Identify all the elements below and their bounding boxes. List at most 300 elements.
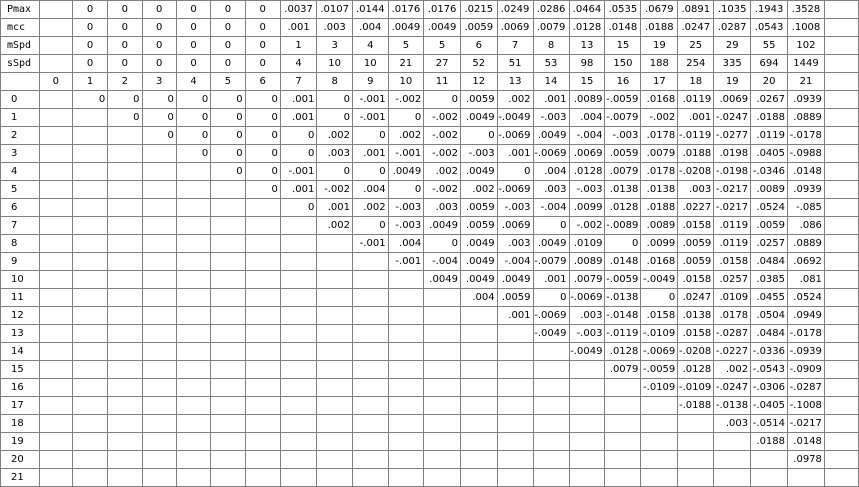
- data-cell[interactable]: .0148: [788, 163, 825, 181]
- data-cell[interactable]: -.0119: [678, 127, 714, 145]
- data-cell[interactable]: [317, 361, 353, 379]
- data-cell[interactable]: [39, 433, 72, 451]
- data-cell[interactable]: [39, 361, 72, 379]
- data-cell[interactable]: 0: [176, 127, 210, 145]
- data-cell[interactable]: [108, 379, 142, 397]
- data-cell[interactable]: 0: [142, 127, 176, 145]
- data-cell[interactable]: -.001: [352, 109, 388, 127]
- data-cell[interactable]: -.0277: [714, 127, 751, 145]
- data-cell[interactable]: -.0306: [751, 379, 788, 397]
- data-cell[interactable]: [39, 109, 72, 127]
- data-cell[interactable]: [460, 415, 497, 433]
- stats-value-cell[interactable]: 150: [605, 55, 641, 73]
- data-cell[interactable]: .0148: [788, 433, 825, 451]
- data-cell[interactable]: [211, 271, 245, 289]
- data-cell[interactable]: -.003: [533, 109, 569, 127]
- data-cell[interactable]: [245, 379, 280, 397]
- data-cell[interactable]: [497, 433, 533, 451]
- data-cell[interactable]: .0138: [605, 181, 641, 199]
- data-cell[interactable]: [497, 343, 533, 361]
- data-cell[interactable]: [39, 379, 72, 397]
- data-cell[interactable]: .0889: [788, 109, 825, 127]
- data-cell[interactable]: [533, 379, 569, 397]
- data-cell[interactable]: -.0069: [497, 181, 533, 199]
- data-cell[interactable]: -.0405: [751, 397, 788, 415]
- data-cell[interactable]: .0069: [497, 217, 533, 235]
- data-cell[interactable]: .0128: [678, 361, 714, 379]
- data-cell[interactable]: -.0336: [751, 343, 788, 361]
- data-cell[interactable]: .0049: [388, 163, 424, 181]
- data-cell[interactable]: -.0049: [569, 343, 605, 361]
- data-cell[interactable]: [605, 397, 641, 415]
- data-cell[interactable]: -.0109: [641, 379, 678, 397]
- data-cell[interactable]: [108, 307, 142, 325]
- data-cell[interactable]: 0: [176, 91, 210, 109]
- data-cell[interactable]: .0079: [641, 145, 678, 163]
- blank-cell[interactable]: [824, 91, 858, 109]
- data-cell[interactable]: [72, 397, 107, 415]
- data-cell[interactable]: 0: [245, 127, 280, 145]
- data-cell[interactable]: [317, 397, 353, 415]
- data-cell[interactable]: [460, 307, 497, 325]
- data-cell[interactable]: [39, 163, 72, 181]
- stats-value-cell[interactable]: .0049: [388, 19, 424, 37]
- data-cell[interactable]: 0: [280, 199, 317, 217]
- data-cell[interactable]: [72, 199, 107, 217]
- data-cell[interactable]: [72, 415, 107, 433]
- data-cell[interactable]: -.0208: [678, 163, 714, 181]
- data-cell[interactable]: [108, 433, 142, 451]
- stats-value-cell[interactable]: 0: [176, 1, 210, 19]
- data-cell[interactable]: [424, 415, 461, 433]
- data-cell[interactable]: [245, 343, 280, 361]
- data-cell[interactable]: .0889: [788, 235, 825, 253]
- corner-cell[interactable]: [1, 73, 40, 91]
- data-cell[interactable]: 0: [245, 91, 280, 109]
- data-cell[interactable]: .003: [569, 307, 605, 325]
- data-cell[interactable]: -.003: [605, 127, 641, 145]
- blank-cell[interactable]: [824, 379, 858, 397]
- data-cell[interactable]: .0069: [569, 145, 605, 163]
- data-cell[interactable]: .001: [352, 145, 388, 163]
- data-cell[interactable]: .0099: [641, 235, 678, 253]
- data-cell[interactable]: -.002: [424, 127, 461, 145]
- stats-value-cell[interactable]: .001: [280, 19, 317, 37]
- data-cell[interactable]: [424, 451, 461, 469]
- data-cell[interactable]: [176, 415, 210, 433]
- data-cell[interactable]: [108, 199, 142, 217]
- data-cell[interactable]: [497, 325, 533, 343]
- blank-cell[interactable]: [39, 37, 72, 55]
- data-cell[interactable]: .0168: [641, 91, 678, 109]
- data-cell[interactable]: [424, 307, 461, 325]
- data-cell[interactable]: [142, 217, 176, 235]
- data-cell[interactable]: .004: [388, 235, 424, 253]
- data-cell[interactable]: [72, 127, 107, 145]
- data-cell[interactable]: [142, 379, 176, 397]
- data-cell[interactable]: [72, 253, 107, 271]
- data-cell[interactable]: [388, 307, 424, 325]
- data-cell[interactable]: [108, 145, 142, 163]
- blank-cell[interactable]: [824, 433, 858, 451]
- data-cell[interactable]: [176, 361, 210, 379]
- data-cell[interactable]: .0109: [569, 235, 605, 253]
- data-cell[interactable]: .0049: [460, 163, 497, 181]
- data-cell[interactable]: [211, 307, 245, 325]
- blank-cell[interactable]: [824, 163, 858, 181]
- data-cell[interactable]: [714, 451, 751, 469]
- data-cell[interactable]: .0949: [788, 307, 825, 325]
- blank-cell[interactable]: [824, 343, 858, 361]
- data-cell[interactable]: [424, 397, 461, 415]
- data-cell[interactable]: [72, 361, 107, 379]
- data-cell[interactable]: [280, 433, 317, 451]
- data-cell[interactable]: [245, 199, 280, 217]
- stats-value-cell[interactable]: .1035: [714, 1, 751, 19]
- data-cell[interactable]: -.0543: [751, 361, 788, 379]
- data-cell[interactable]: [641, 451, 678, 469]
- data-cell[interactable]: [211, 379, 245, 397]
- data-cell[interactable]: 0: [388, 109, 424, 127]
- data-cell[interactable]: .0069: [714, 91, 751, 109]
- data-cell[interactable]: -.0049: [497, 109, 533, 127]
- data-cell[interactable]: 0: [641, 289, 678, 307]
- data-cell[interactable]: .0099: [569, 199, 605, 217]
- data-cell[interactable]: .0385: [751, 271, 788, 289]
- data-cell[interactable]: [142, 343, 176, 361]
- data-cell[interactable]: 0: [211, 91, 245, 109]
- data-cell[interactable]: .0079: [605, 361, 641, 379]
- data-cell[interactable]: [72, 433, 107, 451]
- data-cell[interactable]: 0: [176, 145, 210, 163]
- data-cell[interactable]: 0: [317, 91, 353, 109]
- data-cell[interactable]: -.0049: [641, 271, 678, 289]
- data-cell[interactable]: [280, 253, 317, 271]
- data-cell[interactable]: [317, 325, 353, 343]
- data-cell[interactable]: .0188: [751, 433, 788, 451]
- data-cell[interactable]: .0692: [788, 253, 825, 271]
- data-cell[interactable]: [211, 235, 245, 253]
- data-cell[interactable]: [788, 469, 825, 487]
- stats-value-cell[interactable]: 0: [211, 19, 245, 37]
- stats-value-cell[interactable]: .0037: [280, 1, 317, 19]
- data-cell[interactable]: .003: [533, 181, 569, 199]
- stats-value-cell[interactable]: 0: [245, 55, 280, 73]
- data-cell[interactable]: -.0069: [569, 289, 605, 307]
- data-cell[interactable]: .0188: [641, 199, 678, 217]
- data-cell[interactable]: -.0079: [533, 253, 569, 271]
- data-cell[interactable]: [533, 469, 569, 487]
- data-cell[interactable]: [39, 181, 72, 199]
- data-cell[interactable]: 0: [317, 163, 353, 181]
- data-cell[interactable]: [678, 433, 714, 451]
- stats-value-cell[interactable]: .004: [352, 19, 388, 37]
- data-cell[interactable]: [245, 307, 280, 325]
- data-cell[interactable]: .003: [497, 235, 533, 253]
- stats-value-cell[interactable]: 1: [280, 37, 317, 55]
- data-cell[interactable]: [176, 217, 210, 235]
- data-cell[interactable]: .004: [533, 163, 569, 181]
- data-cell[interactable]: [108, 271, 142, 289]
- blank-cell[interactable]: [824, 397, 858, 415]
- data-cell[interactable]: -.0909: [788, 361, 825, 379]
- data-cell[interactable]: [714, 469, 751, 487]
- data-cell[interactable]: .0227: [678, 199, 714, 217]
- data-cell[interactable]: .0178: [714, 307, 751, 325]
- data-cell[interactable]: .002: [388, 127, 424, 145]
- blank-cell[interactable]: [824, 451, 858, 469]
- data-cell[interactable]: [388, 433, 424, 451]
- data-cell[interactable]: .0059: [678, 253, 714, 271]
- data-cell[interactable]: [317, 271, 353, 289]
- data-cell[interactable]: [211, 253, 245, 271]
- data-cell[interactable]: -.0079: [605, 109, 641, 127]
- data-cell[interactable]: [641, 415, 678, 433]
- data-cell[interactable]: .0484: [751, 253, 788, 271]
- data-cell[interactable]: [211, 199, 245, 217]
- blank-cell[interactable]: [824, 73, 858, 91]
- data-cell[interactable]: [641, 469, 678, 487]
- data-cell[interactable]: -.0217: [714, 199, 751, 217]
- data-cell[interactable]: [569, 415, 605, 433]
- stats-value-cell[interactable]: 6: [460, 37, 497, 55]
- data-cell[interactable]: [388, 415, 424, 433]
- data-cell[interactable]: [39, 469, 72, 487]
- data-cell[interactable]: .0089: [569, 91, 605, 109]
- stats-value-cell[interactable]: .0286: [533, 1, 569, 19]
- data-cell[interactable]: -.004: [569, 127, 605, 145]
- stats-value-cell[interactable]: 52: [460, 55, 497, 73]
- data-cell[interactable]: [352, 415, 388, 433]
- data-cell[interactable]: [388, 469, 424, 487]
- data-cell[interactable]: [39, 127, 72, 145]
- data-cell[interactable]: [142, 433, 176, 451]
- data-cell[interactable]: [280, 289, 317, 307]
- data-cell[interactable]: -.0227: [714, 343, 751, 361]
- data-cell[interactable]: -.1008: [788, 397, 825, 415]
- stats-value-cell[interactable]: 0: [245, 19, 280, 37]
- data-cell[interactable]: [352, 289, 388, 307]
- data-cell[interactable]: [317, 469, 353, 487]
- data-cell[interactable]: [317, 253, 353, 271]
- data-cell[interactable]: -.0069: [497, 127, 533, 145]
- data-cell[interactable]: [72, 451, 107, 469]
- data-cell[interactable]: [280, 217, 317, 235]
- data-cell[interactable]: [280, 325, 317, 343]
- data-cell[interactable]: .0188: [751, 109, 788, 127]
- data-cell[interactable]: [317, 307, 353, 325]
- blank-cell[interactable]: [824, 145, 858, 163]
- data-cell[interactable]: [176, 235, 210, 253]
- data-cell[interactable]: [72, 289, 107, 307]
- data-cell[interactable]: -.0217: [788, 415, 825, 433]
- data-cell[interactable]: -.002: [424, 181, 461, 199]
- data-cell[interactable]: .0257: [714, 271, 751, 289]
- data-cell[interactable]: 0: [108, 109, 142, 127]
- stats-value-cell[interactable]: 0: [142, 19, 176, 37]
- data-cell[interactable]: [142, 289, 176, 307]
- data-cell[interactable]: [211, 469, 245, 487]
- data-cell[interactable]: [641, 397, 678, 415]
- data-cell[interactable]: 0: [245, 181, 280, 199]
- data-cell[interactable]: 0: [245, 109, 280, 127]
- data-cell[interactable]: 0: [211, 109, 245, 127]
- data-cell[interactable]: [424, 325, 461, 343]
- stats-value-cell[interactable]: 8: [533, 37, 569, 55]
- data-cell[interactable]: [352, 397, 388, 415]
- data-cell[interactable]: [108, 289, 142, 307]
- data-cell[interactable]: [388, 289, 424, 307]
- data-cell[interactable]: [108, 325, 142, 343]
- data-cell[interactable]: [280, 307, 317, 325]
- data-cell[interactable]: .0059: [460, 199, 497, 217]
- data-cell[interactable]: .0049: [460, 271, 497, 289]
- data-cell[interactable]: -.0346: [751, 163, 788, 181]
- data-cell[interactable]: -.0138: [605, 289, 641, 307]
- data-cell[interactable]: [352, 253, 388, 271]
- blank-cell[interactable]: [824, 217, 858, 235]
- data-cell[interactable]: [39, 451, 72, 469]
- data-cell[interactable]: [72, 325, 107, 343]
- data-cell[interactable]: .0049: [497, 271, 533, 289]
- data-cell[interactable]: .0059: [497, 289, 533, 307]
- data-cell[interactable]: .0059: [678, 235, 714, 253]
- data-cell[interactable]: [211, 397, 245, 415]
- data-cell[interactable]: [317, 433, 353, 451]
- data-cell[interactable]: -.0939: [788, 343, 825, 361]
- data-cell[interactable]: -.004: [424, 253, 461, 271]
- data-cell[interactable]: .0939: [788, 181, 825, 199]
- data-cell[interactable]: 0: [245, 163, 280, 181]
- data-cell[interactable]: [176, 289, 210, 307]
- data-cell[interactable]: [352, 433, 388, 451]
- stats-value-cell[interactable]: .0148: [605, 19, 641, 37]
- data-cell[interactable]: -.0247: [714, 109, 751, 127]
- data-cell[interactable]: 0: [72, 91, 107, 109]
- data-cell[interactable]: -.0287: [788, 379, 825, 397]
- data-cell[interactable]: .0168: [641, 253, 678, 271]
- stats-value-cell[interactable]: .0679: [641, 1, 678, 19]
- data-cell[interactable]: [352, 379, 388, 397]
- stats-value-cell[interactable]: 0: [245, 1, 280, 19]
- data-cell[interactable]: 0: [352, 127, 388, 145]
- data-cell[interactable]: [39, 235, 72, 253]
- stats-value-cell[interactable]: 0: [72, 55, 107, 73]
- data-cell[interactable]: [108, 361, 142, 379]
- stats-value-cell[interactable]: 0: [211, 1, 245, 19]
- stats-value-cell[interactable]: 0: [176, 19, 210, 37]
- data-cell[interactable]: [211, 217, 245, 235]
- blank-cell[interactable]: [39, 55, 72, 73]
- data-cell[interactable]: .003: [714, 415, 751, 433]
- data-cell[interactable]: 0: [533, 289, 569, 307]
- data-cell[interactable]: [142, 397, 176, 415]
- data-cell[interactable]: [142, 415, 176, 433]
- stats-value-cell[interactable]: 27: [424, 55, 461, 73]
- data-cell[interactable]: .081: [788, 271, 825, 289]
- data-cell[interactable]: .002: [317, 217, 353, 235]
- data-cell[interactable]: -.0089: [605, 217, 641, 235]
- data-cell[interactable]: .0049: [424, 217, 461, 235]
- stats-value-cell[interactable]: 51: [497, 55, 533, 73]
- data-cell[interactable]: [39, 217, 72, 235]
- data-cell[interactable]: [108, 217, 142, 235]
- data-cell[interactable]: 0: [211, 163, 245, 181]
- data-cell[interactable]: -.0988: [788, 145, 825, 163]
- data-cell[interactable]: .0049: [460, 253, 497, 271]
- data-cell[interactable]: [678, 469, 714, 487]
- stats-value-cell[interactable]: 25: [678, 37, 714, 55]
- data-cell[interactable]: -.003: [388, 199, 424, 217]
- data-cell[interactable]: .0059: [751, 217, 788, 235]
- data-cell[interactable]: [142, 253, 176, 271]
- data-cell[interactable]: .0158: [641, 307, 678, 325]
- stats-value-cell[interactable]: .0535: [605, 1, 641, 19]
- data-cell[interactable]: [388, 361, 424, 379]
- stats-value-cell[interactable]: 3: [317, 37, 353, 55]
- data-cell[interactable]: .0405: [751, 145, 788, 163]
- data-cell[interactable]: [605, 415, 641, 433]
- data-cell[interactable]: [142, 361, 176, 379]
- stats-value-cell[interactable]: 4: [280, 55, 317, 73]
- data-cell[interactable]: [211, 325, 245, 343]
- data-cell[interactable]: [176, 451, 210, 469]
- data-cell[interactable]: .0089: [641, 217, 678, 235]
- data-cell[interactable]: .0079: [569, 271, 605, 289]
- data-cell[interactable]: [460, 433, 497, 451]
- data-cell[interactable]: -.0069: [533, 145, 569, 163]
- data-cell[interactable]: -.085: [788, 199, 825, 217]
- data-cell[interactable]: [245, 235, 280, 253]
- stats-value-cell[interactable]: .0059: [460, 19, 497, 37]
- stats-value-cell[interactable]: .0287: [714, 19, 751, 37]
- data-cell[interactable]: [108, 343, 142, 361]
- data-cell[interactable]: 0: [460, 127, 497, 145]
- data-cell[interactable]: 0: [142, 91, 176, 109]
- blank-cell[interactable]: [824, 55, 858, 73]
- data-cell[interactable]: [108, 253, 142, 271]
- stats-value-cell[interactable]: 53: [533, 55, 569, 73]
- data-cell[interactable]: [245, 433, 280, 451]
- data-cell[interactable]: -.0069: [641, 343, 678, 361]
- data-cell[interactable]: .004: [460, 289, 497, 307]
- data-cell[interactable]: [176, 433, 210, 451]
- data-cell[interactable]: [72, 163, 107, 181]
- data-cell[interactable]: [569, 469, 605, 487]
- data-cell[interactable]: [39, 415, 72, 433]
- data-cell[interactable]: [352, 307, 388, 325]
- data-cell[interactable]: .001: [678, 109, 714, 127]
- data-cell[interactable]: [176, 181, 210, 199]
- stats-value-cell[interactable]: .0247: [678, 19, 714, 37]
- data-cell[interactable]: .0504: [751, 307, 788, 325]
- data-cell[interactable]: [317, 343, 353, 361]
- data-cell[interactable]: [388, 379, 424, 397]
- data-cell[interactable]: .001: [497, 307, 533, 325]
- blank-cell[interactable]: [824, 199, 858, 217]
- data-cell[interactable]: -.0217: [714, 181, 751, 199]
- data-cell[interactable]: [39, 271, 72, 289]
- data-cell[interactable]: [142, 199, 176, 217]
- data-cell[interactable]: .0178: [641, 127, 678, 145]
- data-cell[interactable]: -.003: [569, 181, 605, 199]
- data-cell[interactable]: .004: [352, 181, 388, 199]
- stats-value-cell[interactable]: .0176: [388, 1, 424, 19]
- data-cell[interactable]: [317, 451, 353, 469]
- data-cell[interactable]: .0049: [460, 109, 497, 127]
- data-cell[interactable]: [176, 163, 210, 181]
- data-cell[interactable]: .0119: [751, 127, 788, 145]
